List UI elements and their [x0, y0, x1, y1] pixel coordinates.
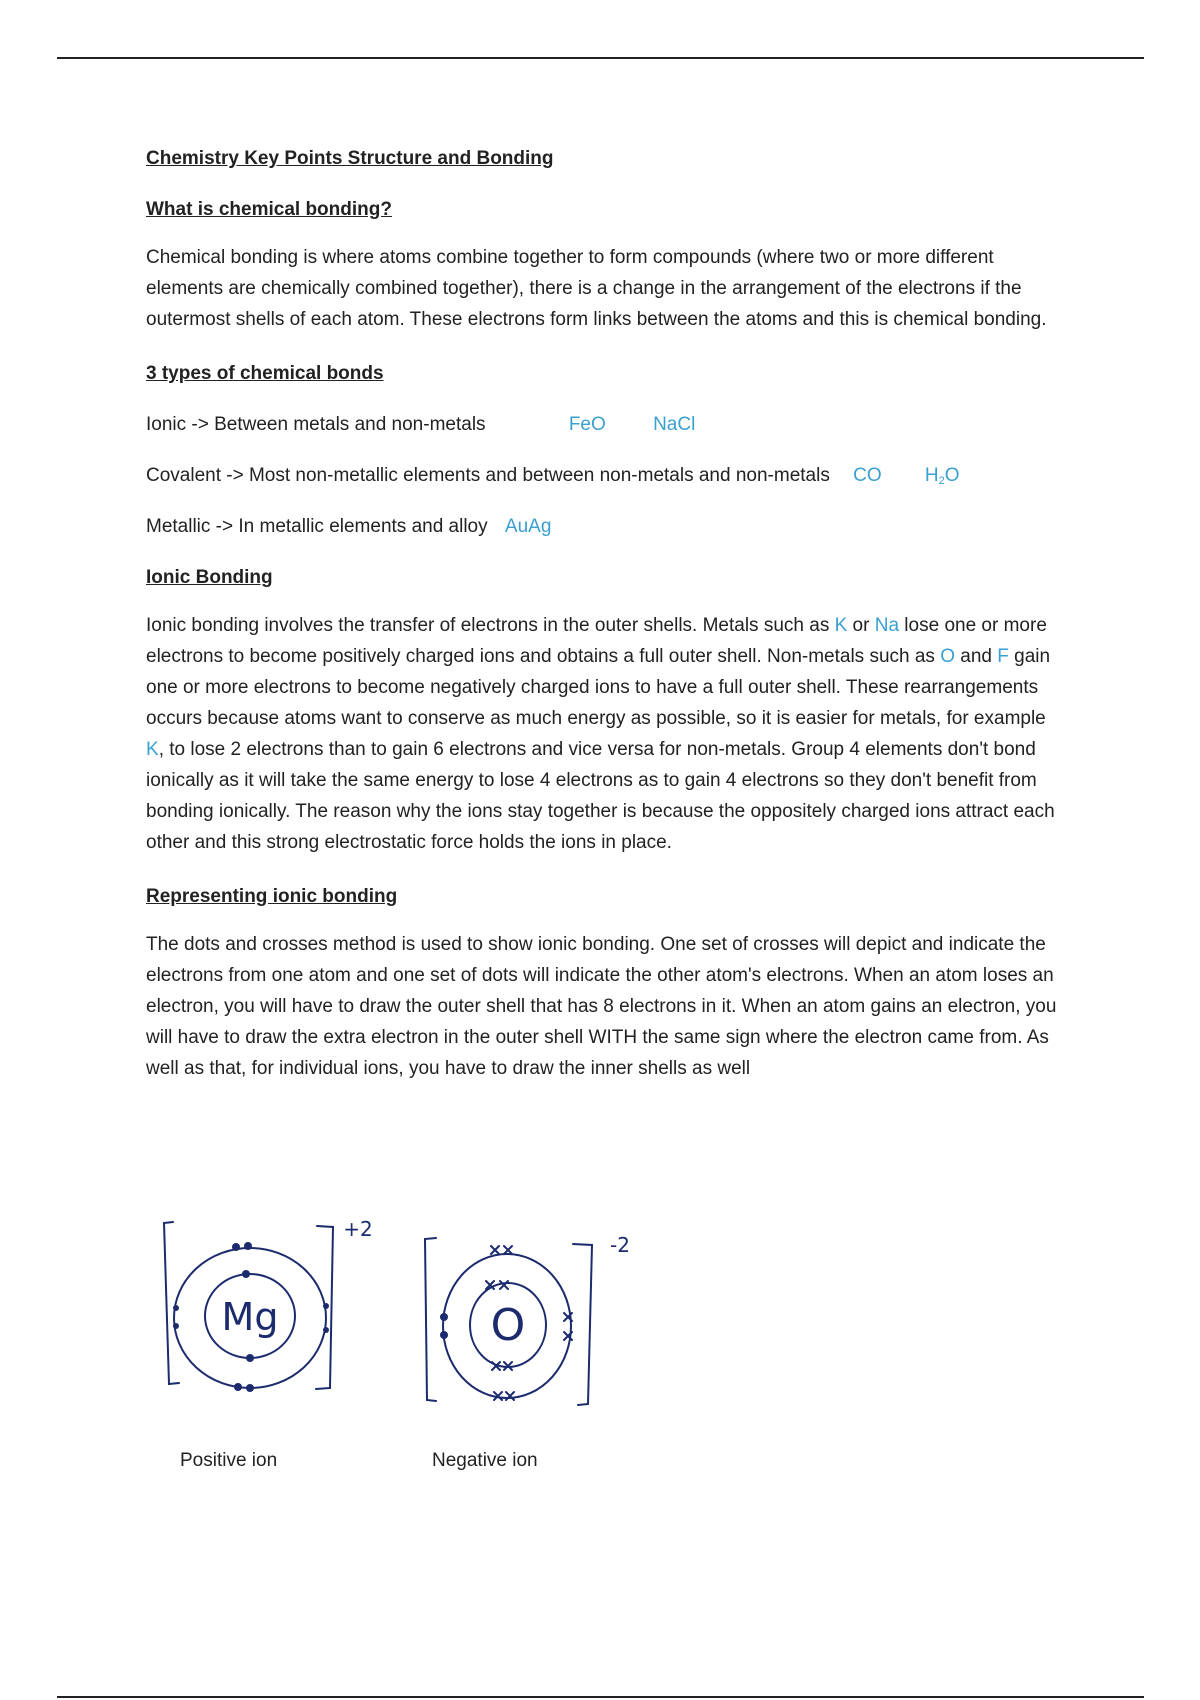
bracket-left	[164, 1222, 179, 1384]
formula-subscript: 2	[938, 475, 945, 487]
electron-dot	[173, 1305, 179, 1311]
formula	[925, 465, 960, 486]
bond-type-label: Ionic -> Between metals and non-metals	[146, 414, 486, 435]
bond-type-metallic	[146, 508, 1066, 559]
section-heading-what-is: What is chemical bonding?	[146, 199, 392, 220]
ion-charge: -2	[610, 1233, 630, 1257]
element-symbol: F	[997, 646, 1009, 667]
electron-dot	[234, 1383, 242, 1391]
bond-type-label: Metallic -> In metallic elements and alloy	[146, 516, 488, 537]
text-run: , to lose 2 electrons than to gain 6 electrons and vice versa for non-metals. Group 4 elements don't bond ionically as it will take the same energy to lose 4 electrons as to gain 4 electrons so they don't benefit from bonding ionically. The reason why the ions stay together is because the oppositely charged ions attract each other and this strong electrostatic force holds the ions in place.	[146, 739, 1055, 853]
bottom-rule	[57, 1696, 1144, 1698]
element-symbol: K	[146, 739, 159, 760]
electron-dot	[440, 1331, 448, 1339]
text-run: lose one or more electrons to become positively charged ions and obtains a full outer shell. Non-metals such as	[146, 615, 1047, 667]
electron-dot	[246, 1354, 254, 1362]
formula: NaCl	[653, 414, 696, 435]
element-symbol: K	[834, 615, 848, 636]
caption-negative-ion: Negative ion	[432, 1450, 538, 1471]
top-rule	[57, 57, 1144, 59]
bracket-right	[573, 1244, 592, 1405]
caption-positive-ion: Positive ion	[180, 1450, 278, 1471]
text-run: and	[955, 646, 998, 667]
document-body	[146, 140, 1066, 1104]
dot-cross-diagram	[140, 1208, 675, 1436]
paragraph-ionic-bonding	[146, 610, 1066, 858]
formula: AuAg	[504, 516, 552, 537]
section-heading-types: 3 types of chemical bonds	[146, 363, 384, 384]
section-heading-ionic-bonding: Ionic Bonding	[146, 567, 273, 588]
electron-dot	[323, 1303, 329, 1309]
formula-part: H	[924, 465, 939, 486]
bond-type-label: Covalent -> Most non-metallic elements and between non-metals and non-metals	[146, 465, 830, 486]
electron-dot	[323, 1327, 329, 1333]
page-title: Chemistry Key Points Structure and Bonding	[146, 148, 554, 169]
electron-dot	[242, 1270, 250, 1278]
electron-dot	[440, 1313, 448, 1321]
formula: CO	[853, 465, 882, 486]
text-run: or	[847, 615, 875, 636]
element-symbol: O	[940, 646, 955, 667]
electron-dot	[244, 1242, 252, 1250]
paragraph-what-is: Chemical bonding is where atoms combine together to form compounds (where two or more different elements are chemically combined together), there is a change in the arrangement of the electrons if the outermost shells of each atom. These electrons form links between the atoms and this is chemical bonding.	[146, 247, 1047, 330]
element-symbol: Na	[874, 615, 900, 636]
bracket-left	[425, 1238, 436, 1401]
formula-part: O	[944, 465, 960, 486]
element-symbol: O	[490, 1300, 526, 1351]
electron-dot	[232, 1243, 240, 1251]
formula: FeO	[568, 414, 606, 435]
section-heading-representing: Representing ionic bonding	[146, 886, 398, 907]
electron-dot	[246, 1384, 254, 1392]
text-run: gain one or more electrons to become negatively charged ions to have a full outer shell. These rearrangements occurs because atoms want to conserve as much energy as possible, so it is easier for metals, for example	[146, 646, 1051, 729]
paragraph-representing: The dots and crosses method is used to show ionic bonding. One set of crosses will depict and indicate the electrons from one atom and one set of dots will indicate the other atom's electrons. When an atom loses an electron, you will have to draw the outer shell that has 8 electrons in it. When an atom gains an electron, you will have to draw the extra electron in the outer shell WITH the same sign where the electron came from. As well as that, for individual ions, you have to draw the inner shells as well	[146, 934, 1057, 1079]
bond-type-covalent	[146, 457, 1066, 508]
bond-type-ionic	[146, 406, 1066, 457]
ion-charge: +2	[343, 1217, 373, 1241]
electron-dot	[173, 1323, 179, 1329]
element-symbol: Mg	[221, 1295, 279, 1339]
text-run: Ionic bonding involves the transfer of electrons in the outer shells. Metals such as	[146, 615, 835, 636]
